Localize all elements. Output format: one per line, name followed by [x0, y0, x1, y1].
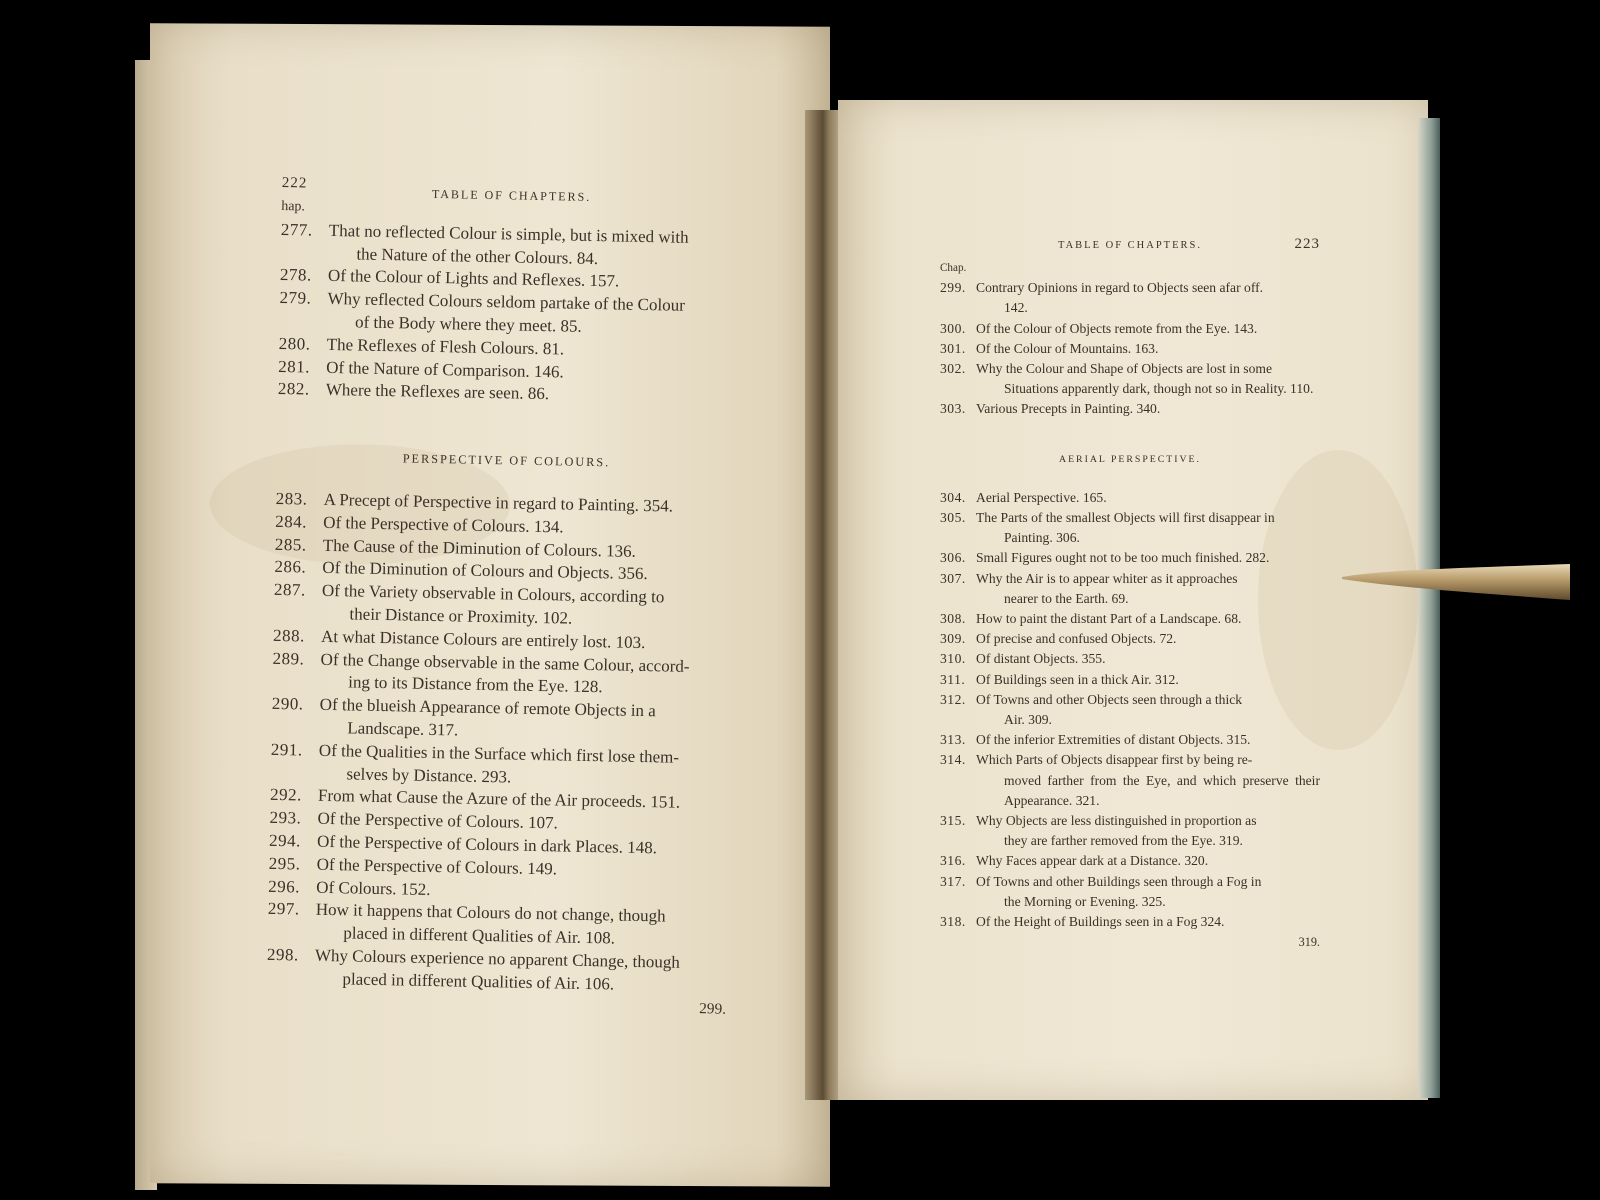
chapter-title-block — [976, 912, 1320, 932]
chapter-title: How to paint the distant Part of a Landscape. 68. — [976, 611, 1242, 627]
chapter-title: Why the Air is to appear whiter as it approaches — [976, 570, 1238, 586]
chapter-title: Of the Qualities in the Surface which first lose them- — [318, 740, 680, 767]
chapter-title-continuation: ing to its Distance from the Eye. 128. — [348, 672, 603, 697]
chapter-entry — [940, 569, 1320, 609]
running-title: TABLE OF CHAPTERS. — [431, 186, 592, 204]
chapter-title: Of distant Objects. 355. — [976, 651, 1106, 667]
chapter-title: Of the Perspective of Colours in dark Places. 148. — [316, 831, 658, 858]
chapter-title: At what Distance Colours are entirely lost. 103. — [320, 626, 646, 652]
chapter-title-block — [976, 730, 1320, 750]
chapter-title-block — [976, 609, 1320, 629]
running-title: TABLE OF CHAPTERS. — [1058, 240, 1202, 251]
chapter-title: Why Colours experience no apparent Change, though — [314, 945, 681, 972]
chapter-title: Contrary Opinions in regard to Objects seen afar off. — [976, 280, 1264, 296]
chapter-title: Of the Height of Buildings seen in a Fog 324. — [976, 914, 1225, 930]
chapter-title-block — [318, 740, 731, 793]
chapter-title: Of the Colour of Mountains. 163. — [976, 340, 1159, 356]
chapter-title: Of the Colour of Objects remote from the Eye. 143. — [976, 320, 1258, 336]
chapter-number: 308. — [940, 611, 966, 627]
chapter-title-block — [976, 811, 1320, 851]
chapter-title: Aerial Perspective. 165. — [976, 489, 1107, 505]
chapter-title-block — [976, 690, 1320, 730]
chapter-number: 311. — [940, 671, 966, 687]
chapter-entry — [940, 811, 1320, 851]
chapter-entry — [940, 359, 1320, 399]
chapter-number: 310. — [940, 651, 966, 667]
chapter-title: Of the Perspective of Colours. 149. — [316, 854, 558, 879]
book-cover-edge — [1418, 118, 1440, 1098]
chapter-title: Of the Nature of Comparison. 146. — [326, 357, 564, 382]
chapter-number: 284. — [275, 511, 308, 532]
chapter-title: Of the blueish Appearance of remote Objects in a — [319, 694, 657, 721]
chapter-number: 294. — [268, 830, 302, 851]
chapter-number: 287. — [273, 580, 306, 600]
chapter-entry — [940, 649, 1320, 669]
chapter-title: Which Parts of Objects disappear first by being re- — [976, 752, 1253, 768]
chapter-number: 278. — [279, 265, 312, 285]
chapter-number: 300. — [940, 320, 966, 336]
chapter-title-continuation: Air. 309. — [1004, 712, 1052, 728]
chapter-title: Of the Colour of Lights and Reflexes. 157. — [327, 266, 620, 291]
chapter-number: 293. — [269, 808, 302, 828]
chapter-title: Why reflected Colours seldom partake of the Colour — [327, 289, 686, 315]
chapter-title: Of precise and confused Objects. 72. — [976, 631, 1177, 647]
chapter-title-block — [976, 851, 1320, 871]
chapter-number: 299. — [940, 280, 966, 296]
chapter-title-continuation: the Morning or Evening. 325. — [1004, 893, 1166, 909]
section-heading: AERIAL PERSPECTIVE. — [1059, 453, 1201, 465]
page-number: 223 — [1294, 236, 1320, 252]
running-head — [940, 234, 1320, 256]
chapter-entry — [940, 488, 1320, 508]
chapter-title-block — [321, 580, 734, 633]
chapter-title-block — [976, 649, 1320, 669]
chapter-entry — [940, 670, 1320, 690]
chapter-title-block — [319, 694, 732, 747]
left-page-text — [266, 172, 742, 1021]
chapter-title: The Parts of the smallest Objects will first disappear in — [976, 510, 1275, 526]
chapter-number: 277. — [280, 219, 313, 240]
chapter-number: 309. — [940, 631, 966, 647]
chapter-title: Where the Reflexes are seen. 86. — [325, 380, 550, 404]
chapter-title: How it happens that Colours do not change, though — [315, 900, 666, 926]
chapter-entry — [940, 872, 1320, 912]
chapter-title-block — [315, 899, 728, 952]
chapter-number: 288. — [272, 625, 306, 646]
chapter-title-continuation: placed in different Qualities of Air. 106. — [342, 969, 615, 994]
chapter-title-block — [976, 488, 1320, 508]
chapter-title-block — [976, 278, 1320, 318]
chapter-title: Of the Perspective of Colours. 134. — [323, 512, 564, 537]
chapter-number: 318. — [940, 914, 966, 930]
chapter-title-block — [976, 399, 1320, 419]
chapter-entry — [940, 912, 1320, 932]
chapter-number: 290. — [271, 694, 304, 714]
chapter-entry — [940, 690, 1320, 730]
chapter-number: 297. — [267, 899, 300, 919]
chapter-title: Of Colours. 152. — [316, 877, 431, 899]
chapter-entry — [266, 944, 727, 998]
chapter-title-block — [976, 359, 1320, 399]
chapter-list — [266, 488, 736, 998]
chapter-title-block — [976, 319, 1320, 339]
chapter-title-block — [314, 945, 727, 998]
chapter-number: 296. — [268, 876, 301, 896]
chapter-list — [278, 219, 741, 410]
chapter-title-block — [976, 872, 1320, 912]
chap-label: Chap. — [940, 262, 967, 274]
chapter-title-block — [976, 548, 1320, 568]
chapter-title: Of the Perspective of Colours. 107. — [317, 808, 559, 833]
chapter-title-block — [976, 339, 1320, 359]
chapter-title: The Reflexes of Flesh Colours. 81. — [326, 334, 565, 359]
chapter-entry — [940, 399, 1320, 419]
chapter-number: 306. — [940, 550, 966, 566]
chapter-title: Of the inferior Extremities of distant Objects. 315. — [976, 732, 1251, 748]
chapter-title: Of the Change observable in the same Colour, accord- — [320, 649, 690, 676]
chapter-title: Small Figures ought not to be too much finished. 282. — [976, 550, 1270, 566]
chapter-number: 312. — [940, 691, 966, 707]
chapter-title-continuation: Situations apparently dark, though not so in Reality. 110. — [1004, 381, 1314, 397]
chapter-title-continuation: the Nature of the other Colours. 84. — [356, 244, 599, 268]
section-heading: PERSPECTIVE OF COLOURS. — [402, 451, 611, 470]
chapter-number: 279. — [279, 288, 312, 308]
chapter-entry — [940, 319, 1320, 339]
chapter-title: Of the Variety observable in Colours, according to — [321, 581, 665, 607]
chapter-number: 304. — [940, 489, 966, 505]
chapter-title: Why Objects are less distinguished in proportion as — [976, 813, 1257, 829]
chapter-title: Of Towns and other Buildings seen through a Fog in — [976, 873, 1262, 889]
chapter-number: 315. — [940, 813, 966, 829]
chapter-number: 280. — [278, 333, 311, 354]
chapter-title-continuation: selves by Distance. 293. — [346, 763, 512, 787]
chapter-title-block — [327, 288, 740, 341]
chapter-number: 285. — [274, 534, 307, 555]
chapter-title-block — [976, 670, 1320, 690]
chapter-title-block — [976, 750, 1320, 811]
chapter-number: 303. — [940, 401, 966, 417]
chapter-entry — [940, 629, 1320, 649]
chapter-title-block — [328, 220, 741, 273]
chapter-title-block — [320, 648, 733, 701]
chapter-title-continuation: nearer to the Earth. 69. — [1004, 590, 1129, 606]
chapter-entry — [940, 548, 1320, 568]
chapter-number: 281. — [278, 356, 311, 377]
chapter-title: That no reflected Colour is simple, but is mixed with — [328, 220, 689, 247]
chapter-title: Of Towns and other Objects seen through a thick — [976, 691, 1243, 707]
chapter-list — [940, 488, 1320, 932]
chapter-number: 298. — [266, 944, 299, 965]
chapter-title: Why Faces appear dark at a Distance. 320. — [976, 853, 1209, 869]
chapter-number: 283. — [275, 488, 308, 509]
chapter-title-continuation: placed in different Qualities of Air. 108. — [343, 923, 616, 948]
chapter-title: Why the Colour and Shape of Objects are lost in some — [976, 361, 1272, 377]
chapter-title: Of the Diminution of Colours and Objects. 356. — [322, 558, 648, 584]
chapter-number: 314. — [940, 752, 966, 768]
catchword: 299. — [699, 999, 727, 1018]
chapter-title-continuation: moved farther from the Eye, and which preserve their Appearance. 321. — [1004, 772, 1320, 808]
chapter-number: 302. — [940, 361, 966, 377]
chapter-title-continuation: 142. — [1004, 300, 1028, 316]
chapter-title-continuation: Landscape. 317. — [347, 718, 459, 740]
chapter-title: A Precept of Perspective in regard to Painting. 354. — [323, 489, 674, 516]
chapter-title-block — [976, 629, 1320, 649]
chapter-number: 292. — [269, 785, 302, 805]
chapter-number: 286. — [274, 557, 307, 577]
chapter-entry — [940, 339, 1320, 359]
knife-pointer-icon — [1340, 560, 1570, 602]
chapter-number: 301. — [940, 340, 966, 356]
chapter-number: 307. — [940, 570, 966, 586]
chapter-entry — [940, 278, 1320, 318]
chapter-entry — [940, 508, 1320, 548]
chapter-title-block — [976, 508, 1320, 548]
chapter-title: From what Cause the Azure of the Air proceeds. 151. — [317, 786, 681, 813]
page-number: 222 — [281, 174, 308, 192]
chapter-title-block — [976, 569, 1320, 609]
chapter-number: 289. — [272, 648, 305, 669]
chapter-title: Various Precepts in Painting. 340. — [976, 401, 1161, 417]
chapter-entry — [940, 750, 1320, 811]
chapter-number: 316. — [940, 853, 966, 869]
right-page-text — [940, 234, 1320, 953]
chap-label: hap. — [281, 198, 306, 215]
catchword: 319. — [1298, 935, 1320, 950]
chapter-title-continuation: of the Body where they meet. 85. — [354, 312, 582, 336]
chapter-number: 317. — [940, 873, 966, 889]
chapter-number: 313. — [940, 732, 966, 748]
chapter-entry — [940, 851, 1320, 871]
chapter-title-continuation: Painting. 306. — [1004, 530, 1080, 546]
chapter-entry — [940, 609, 1320, 629]
chapter-title-continuation: they are farther removed from the Eye. 319. — [1004, 833, 1243, 849]
chapter-number: 295. — [268, 853, 301, 874]
chapter-number: 291. — [270, 739, 303, 760]
chapter-title: The Cause of the Diminution of Colours. 136. — [322, 535, 637, 561]
chapter-number: 282. — [277, 379, 310, 399]
chapter-number: 305. — [940, 510, 966, 526]
chapter-entry — [940, 730, 1320, 750]
chapter-list — [940, 278, 1320, 419]
chapter-title: Of Buildings seen in a thick Air. 312. — [976, 671, 1179, 687]
chapter-title-continuation: their Distance or Proximity. 102. — [349, 604, 573, 628]
